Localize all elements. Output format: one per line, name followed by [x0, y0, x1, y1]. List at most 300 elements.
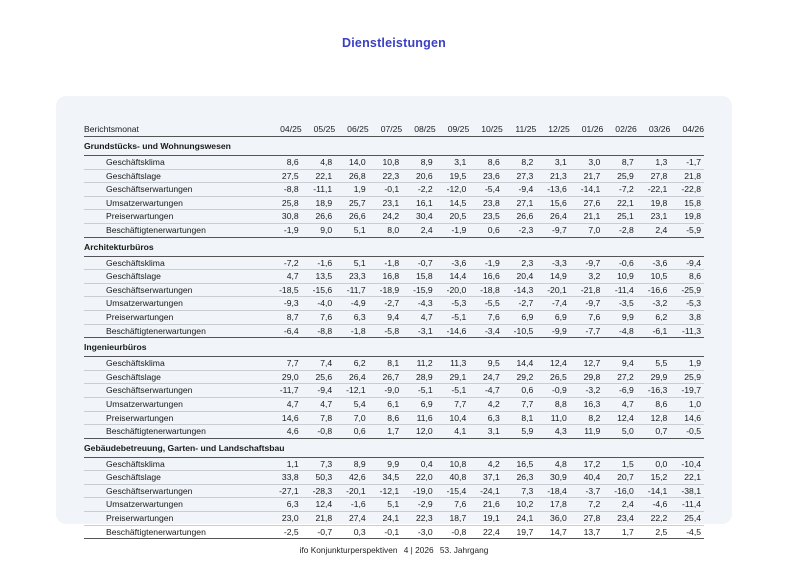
value-cell: 1,7 — [369, 425, 403, 439]
value-cell: 7,4 — [302, 357, 336, 371]
value-cell: 36,0 — [536, 512, 570, 526]
value-cell: 19,8 — [670, 210, 704, 224]
value-cell: 6,3 — [469, 411, 503, 425]
value-cell: -9,4 — [503, 183, 537, 197]
value-cell: 19,1 — [469, 512, 503, 526]
value-cell: -4,8 — [603, 324, 637, 338]
value-cell: -6,9 — [603, 384, 637, 398]
value-cell: -7,2 — [603, 183, 637, 197]
value-cell: 10,2 — [503, 498, 537, 512]
value-cell: 22,3 — [369, 169, 403, 183]
row-label: Beschäftigtenerwartungen — [84, 223, 268, 237]
footer-issue: 4 | 2026 — [403, 545, 434, 555]
value-cell: -14,3 — [503, 283, 537, 297]
value-cell: 17,8 — [536, 498, 570, 512]
value-cell: 7,0 — [335, 411, 369, 425]
value-cell: 4,1 — [436, 425, 470, 439]
value-cell: 26,7 — [369, 370, 403, 384]
value-cell: 40,8 — [436, 471, 470, 485]
value-cell: 4,6 — [268, 425, 302, 439]
row-label: Geschäftserwartungen — [84, 484, 268, 498]
value-cell: 18,9 — [302, 196, 336, 210]
value-cell: 29,1 — [436, 370, 470, 384]
value-cell: 7,6 — [436, 498, 470, 512]
row-label: Geschäftserwartungen — [84, 183, 268, 197]
value-cell: 14,4 — [503, 357, 537, 371]
row-label: Umsatzerwartungen — [84, 196, 268, 210]
value-cell: -6,1 — [637, 324, 671, 338]
value-cell: -4,6 — [637, 498, 671, 512]
value-cell: 14,4 — [436, 270, 470, 284]
value-cell: -21,8 — [570, 283, 604, 297]
row-label: Geschäftserwartungen — [84, 384, 268, 398]
value-cell: 7,3 — [302, 457, 336, 471]
value-cell: 1,5 — [603, 457, 637, 471]
row-label: Geschäftslage — [84, 270, 268, 284]
value-cell: -9,3 — [268, 297, 302, 311]
value-cell: 29,9 — [637, 370, 671, 384]
value-cell: 20,7 — [603, 471, 637, 485]
value-cell: -11,3 — [670, 324, 704, 338]
value-cell: 27,2 — [603, 370, 637, 384]
value-cell: 1,9 — [670, 357, 704, 371]
value-cell: 12,0 — [402, 425, 436, 439]
value-cell: 24,1 — [369, 512, 403, 526]
value-cell: 16,3 — [570, 397, 604, 411]
value-cell: 20,6 — [402, 169, 436, 183]
value-cell: -5,9 — [670, 223, 704, 237]
value-cell: 25,4 — [670, 512, 704, 526]
month-header: 08/25 — [402, 122, 436, 137]
value-cell: 14,9 — [536, 270, 570, 284]
section-row — [84, 438, 704, 457]
value-cell: 12,4 — [536, 357, 570, 371]
value-cell: 16,5 — [503, 457, 537, 471]
value-cell: 30,9 — [536, 471, 570, 485]
value-cell: -9,7 — [536, 223, 570, 237]
value-cell: -9,7 — [570, 297, 604, 311]
value-cell: 10,8 — [436, 457, 470, 471]
value-cell: -2,3 — [503, 223, 537, 237]
value-cell: -3,3 — [536, 256, 570, 270]
value-cell: -0,1 — [369, 525, 403, 539]
value-cell: -3,4 — [469, 324, 503, 338]
value-cell: -1,6 — [302, 256, 336, 270]
value-cell: 2,3 — [503, 256, 537, 270]
row-label: Umsatzerwartungen — [84, 397, 268, 411]
value-cell: 40,4 — [570, 471, 604, 485]
value-cell: 22,1 — [603, 196, 637, 210]
value-cell: -4,9 — [335, 297, 369, 311]
section-title: Ingenieurbüros — [84, 338, 704, 357]
value-cell: -11,7 — [268, 384, 302, 398]
value-cell: 28,9 — [402, 370, 436, 384]
value-cell: 3,1 — [436, 156, 470, 170]
table-row — [84, 425, 704, 439]
value-cell: 21,8 — [670, 169, 704, 183]
value-cell: 13,5 — [302, 270, 336, 284]
value-cell: 14,7 — [536, 525, 570, 539]
value-cell: 16,1 — [402, 196, 436, 210]
value-cell: 24,1 — [503, 512, 537, 526]
month-header: 06/25 — [335, 122, 369, 137]
value-cell: -20,1 — [536, 283, 570, 297]
value-cell: 7,6 — [570, 310, 604, 324]
value-cell: 25,7 — [335, 196, 369, 210]
value-cell: -2,8 — [603, 223, 637, 237]
table-header-row — [84, 122, 704, 137]
value-cell: -9,9 — [536, 324, 570, 338]
value-cell: -18,5 — [268, 283, 302, 297]
section-title: Gebäudebetreuung, Garten- und Landschaftsbau — [84, 438, 704, 457]
row-label: Geschäftsklima — [84, 256, 268, 270]
value-cell: 24,7 — [469, 370, 503, 384]
table-row — [84, 169, 704, 183]
value-cell: 42,6 — [335, 471, 369, 485]
value-cell: 26,6 — [302, 210, 336, 224]
value-cell: 34,5 — [369, 471, 403, 485]
value-cell: 9,9 — [603, 310, 637, 324]
table-row — [84, 457, 704, 471]
value-cell: -16,3 — [637, 384, 671, 398]
value-cell: -1,8 — [335, 324, 369, 338]
value-cell: -5,8 — [369, 324, 403, 338]
value-cell: 13,7 — [570, 525, 604, 539]
section-title: Grundstücks- und Wohnungswesen — [84, 137, 704, 156]
value-cell: -11,4 — [603, 283, 637, 297]
value-cell: -15,9 — [402, 283, 436, 297]
table-row — [84, 196, 704, 210]
value-cell: 5,4 — [335, 397, 369, 411]
row-label: Preiserwartungen — [84, 411, 268, 425]
value-cell: 4,7 — [402, 310, 436, 324]
value-cell: 15,6 — [536, 196, 570, 210]
value-cell: 21,8 — [302, 512, 336, 526]
value-cell: 11,3 — [436, 357, 470, 371]
value-cell: 23,4 — [603, 512, 637, 526]
value-cell: 8,1 — [503, 411, 537, 425]
value-cell: -9,7 — [570, 256, 604, 270]
month-header: 05/25 — [302, 122, 336, 137]
value-cell: 6,2 — [637, 310, 671, 324]
value-cell: 25,8 — [268, 196, 302, 210]
value-cell: -10,4 — [670, 457, 704, 471]
value-cell: 9,4 — [603, 357, 637, 371]
value-cell: -19,7 — [670, 384, 704, 398]
value-cell: 8,6 — [268, 156, 302, 170]
table-row — [84, 525, 704, 539]
value-cell: 7,8 — [302, 411, 336, 425]
value-cell: -4,5 — [670, 525, 704, 539]
table-row — [84, 310, 704, 324]
value-cell: 22,1 — [670, 471, 704, 485]
table-row — [84, 411, 704, 425]
value-cell: 1,0 — [670, 397, 704, 411]
value-cell: -18,8 — [469, 283, 503, 297]
value-cell: 23,3 — [335, 270, 369, 284]
value-cell: 20,5 — [436, 210, 470, 224]
value-cell: -1,6 — [335, 498, 369, 512]
table-row — [84, 223, 704, 237]
value-cell: -22,8 — [670, 183, 704, 197]
value-cell: 21,7 — [570, 169, 604, 183]
value-cell: 7,0 — [570, 223, 604, 237]
month-header: 11/25 — [503, 122, 537, 137]
table-row — [84, 210, 704, 224]
value-cell: 8,7 — [268, 310, 302, 324]
value-cell: 11,0 — [536, 411, 570, 425]
value-cell: 11,6 — [402, 411, 436, 425]
value-cell: 11,9 — [570, 425, 604, 439]
table-row — [84, 283, 704, 297]
value-cell: -1,7 — [670, 156, 704, 170]
value-cell: 10,4 — [436, 411, 470, 425]
value-cell: -3,2 — [637, 297, 671, 311]
table-row — [84, 370, 704, 384]
table-row — [84, 397, 704, 411]
value-cell: -16,6 — [637, 283, 671, 297]
value-cell: 22,1 — [302, 169, 336, 183]
value-cell: 22,0 — [402, 471, 436, 485]
table-row — [84, 384, 704, 398]
value-cell: 6,9 — [536, 310, 570, 324]
row-label: Preiserwartungen — [84, 512, 268, 526]
value-cell: 0,4 — [402, 457, 436, 471]
value-cell: 17,2 — [570, 457, 604, 471]
value-cell: -0,6 — [603, 256, 637, 270]
month-header: 09/25 — [436, 122, 470, 137]
value-cell: 21,3 — [536, 169, 570, 183]
value-cell: 0,3 — [335, 525, 369, 539]
value-cell: -6,4 — [268, 324, 302, 338]
value-cell: -4,3 — [402, 297, 436, 311]
value-cell: 14,5 — [436, 196, 470, 210]
value-cell: -18,9 — [369, 283, 403, 297]
value-cell: 7,2 — [570, 498, 604, 512]
value-cell: -8,8 — [302, 324, 336, 338]
row-label: Beschäftigtenerwartungen — [84, 425, 268, 439]
value-cell: 1,9 — [335, 183, 369, 197]
data-table — [84, 122, 704, 539]
value-cell: 37,1 — [469, 471, 503, 485]
value-cell: 8,6 — [670, 270, 704, 284]
row-label: Beschäftigtenerwartungen — [84, 525, 268, 539]
value-cell: 0,7 — [637, 425, 671, 439]
value-cell: 0,6 — [503, 384, 537, 398]
value-cell: -16,0 — [603, 484, 637, 498]
value-cell: 26,6 — [335, 210, 369, 224]
value-cell: -22,1 — [637, 183, 671, 197]
value-cell: 5,0 — [603, 425, 637, 439]
header-label: Berichtsmonat — [84, 122, 268, 137]
value-cell: 7,7 — [436, 397, 470, 411]
value-cell: 0,6 — [335, 425, 369, 439]
table-row — [84, 357, 704, 371]
value-cell: 3,1 — [536, 156, 570, 170]
value-cell: -10,5 — [503, 324, 537, 338]
value-cell: 14,0 — [335, 156, 369, 170]
row-label: Geschäftslage — [84, 169, 268, 183]
value-cell: -0,9 — [536, 384, 570, 398]
value-cell: 4,7 — [268, 270, 302, 284]
value-cell: 25,9 — [603, 169, 637, 183]
value-cell: -27,1 — [268, 484, 302, 498]
table-row — [84, 183, 704, 197]
value-cell: 23,5 — [469, 210, 503, 224]
value-cell: 33,8 — [268, 471, 302, 485]
value-cell: 2,4 — [637, 223, 671, 237]
value-cell: 27,3 — [503, 169, 537, 183]
value-cell: 19,7 — [503, 525, 537, 539]
value-cell: -12,1 — [335, 384, 369, 398]
value-cell: -5,3 — [670, 297, 704, 311]
value-cell: -0,1 — [369, 183, 403, 197]
value-cell: 18,7 — [436, 512, 470, 526]
value-cell: 25,9 — [670, 370, 704, 384]
value-cell: 3,0 — [570, 156, 604, 170]
value-cell: 22,3 — [402, 512, 436, 526]
value-cell: -2,2 — [402, 183, 436, 197]
value-cell: 5,1 — [369, 498, 403, 512]
month-header: 04/26 — [670, 122, 704, 137]
value-cell: -3,6 — [637, 256, 671, 270]
value-cell: 9,0 — [302, 223, 336, 237]
value-cell: -5,4 — [469, 183, 503, 197]
table-row — [84, 324, 704, 338]
value-cell: 22,4 — [469, 525, 503, 539]
table-row — [84, 484, 704, 498]
row-label: Geschäftsklima — [84, 156, 268, 170]
value-cell: 3,2 — [570, 270, 604, 284]
value-cell: 26,4 — [536, 210, 570, 224]
value-cell: 15,8 — [402, 270, 436, 284]
value-cell: 26,5 — [536, 370, 570, 384]
table-row — [84, 471, 704, 485]
value-cell: -3,0 — [402, 525, 436, 539]
value-cell: 16,8 — [369, 270, 403, 284]
value-cell: 7,7 — [268, 357, 302, 371]
value-cell: 1,1 — [268, 457, 302, 471]
value-cell: 27,1 — [503, 196, 537, 210]
section-row — [84, 137, 704, 156]
table-row — [84, 297, 704, 311]
value-cell: -0,7 — [302, 525, 336, 539]
value-cell: -0,7 — [402, 256, 436, 270]
value-cell: 0,6 — [469, 223, 503, 237]
value-cell: 8,6 — [469, 156, 503, 170]
value-cell: 27,4 — [335, 512, 369, 526]
value-cell: 26,6 — [503, 210, 537, 224]
value-cell: 27,8 — [637, 169, 671, 183]
value-cell: -28,3 — [302, 484, 336, 498]
value-cell: 8,2 — [503, 156, 537, 170]
value-cell: -15,4 — [436, 484, 470, 498]
value-cell: 23,8 — [469, 196, 503, 210]
value-cell: 8,9 — [335, 457, 369, 471]
value-cell: -19,0 — [402, 484, 436, 498]
value-cell: -0,8 — [436, 525, 470, 539]
row-label: Geschäftsklima — [84, 457, 268, 471]
value-cell: 23,1 — [369, 196, 403, 210]
value-cell: 29,2 — [503, 370, 537, 384]
month-header: 01/26 — [570, 122, 604, 137]
value-cell: -9,0 — [369, 384, 403, 398]
value-cell: -11,7 — [335, 283, 369, 297]
value-cell: 6,9 — [503, 310, 537, 324]
value-cell: 0,0 — [637, 457, 671, 471]
table-row — [84, 512, 704, 526]
row-label: Preiserwartungen — [84, 310, 268, 324]
value-cell: 6,2 — [335, 357, 369, 371]
value-cell: 4,7 — [302, 397, 336, 411]
value-cell: 30,8 — [268, 210, 302, 224]
row-label: Umsatzerwartungen — [84, 297, 268, 311]
value-cell: 6,9 — [402, 397, 436, 411]
value-cell: 9,4 — [369, 310, 403, 324]
value-cell: 4,7 — [603, 397, 637, 411]
value-cell: -14,6 — [436, 324, 470, 338]
value-cell: 12,7 — [570, 357, 604, 371]
value-cell: 5,1 — [335, 223, 369, 237]
value-cell: -1,8 — [369, 256, 403, 270]
month-header: 10/25 — [469, 122, 503, 137]
value-cell: 27,8 — [570, 512, 604, 526]
value-cell: -5,1 — [436, 310, 470, 324]
value-cell: 15,8 — [670, 196, 704, 210]
value-cell: 12,8 — [637, 411, 671, 425]
value-cell: 4,8 — [536, 457, 570, 471]
value-cell: -24,1 — [469, 484, 503, 498]
value-cell: 8,1 — [369, 357, 403, 371]
row-label: Geschäftserwartungen — [84, 283, 268, 297]
value-cell: 6,3 — [268, 498, 302, 512]
value-cell: 1,3 — [637, 156, 671, 170]
value-cell: -13,6 — [536, 183, 570, 197]
value-cell: 19,5 — [436, 169, 470, 183]
value-cell: -5,1 — [436, 384, 470, 398]
value-cell: -7,4 — [536, 297, 570, 311]
row-label: Umsatzerwartungen — [84, 498, 268, 512]
value-cell: 6,3 — [335, 310, 369, 324]
value-cell: 2,5 — [637, 525, 671, 539]
month-header: 04/25 — [268, 122, 302, 137]
value-cell: -20,0 — [436, 283, 470, 297]
value-cell: 5,9 — [503, 425, 537, 439]
value-cell: 1,7 — [603, 525, 637, 539]
value-cell: 4,7 — [268, 397, 302, 411]
value-cell: 4,2 — [469, 397, 503, 411]
value-cell: -5,3 — [436, 297, 470, 311]
value-cell: 8,9 — [402, 156, 436, 170]
value-cell: -38,1 — [670, 484, 704, 498]
table-row — [84, 270, 704, 284]
value-cell: 25,1 — [603, 210, 637, 224]
footer-publication: ifo Konjunkturperspektiven — [299, 545, 398, 555]
value-cell: -5,1 — [402, 384, 436, 398]
value-cell: 26,4 — [335, 370, 369, 384]
section-row — [84, 338, 704, 357]
value-cell: 12,4 — [302, 498, 336, 512]
value-cell: 24,2 — [369, 210, 403, 224]
value-cell: 27,6 — [570, 196, 604, 210]
value-cell: 16,6 — [469, 270, 503, 284]
value-cell: 23,1 — [637, 210, 671, 224]
month-header: 07/25 — [369, 122, 403, 137]
value-cell: -0,8 — [302, 425, 336, 439]
value-cell: 10,8 — [369, 156, 403, 170]
value-cell: 2,4 — [402, 223, 436, 237]
value-cell: -11,1 — [302, 183, 336, 197]
